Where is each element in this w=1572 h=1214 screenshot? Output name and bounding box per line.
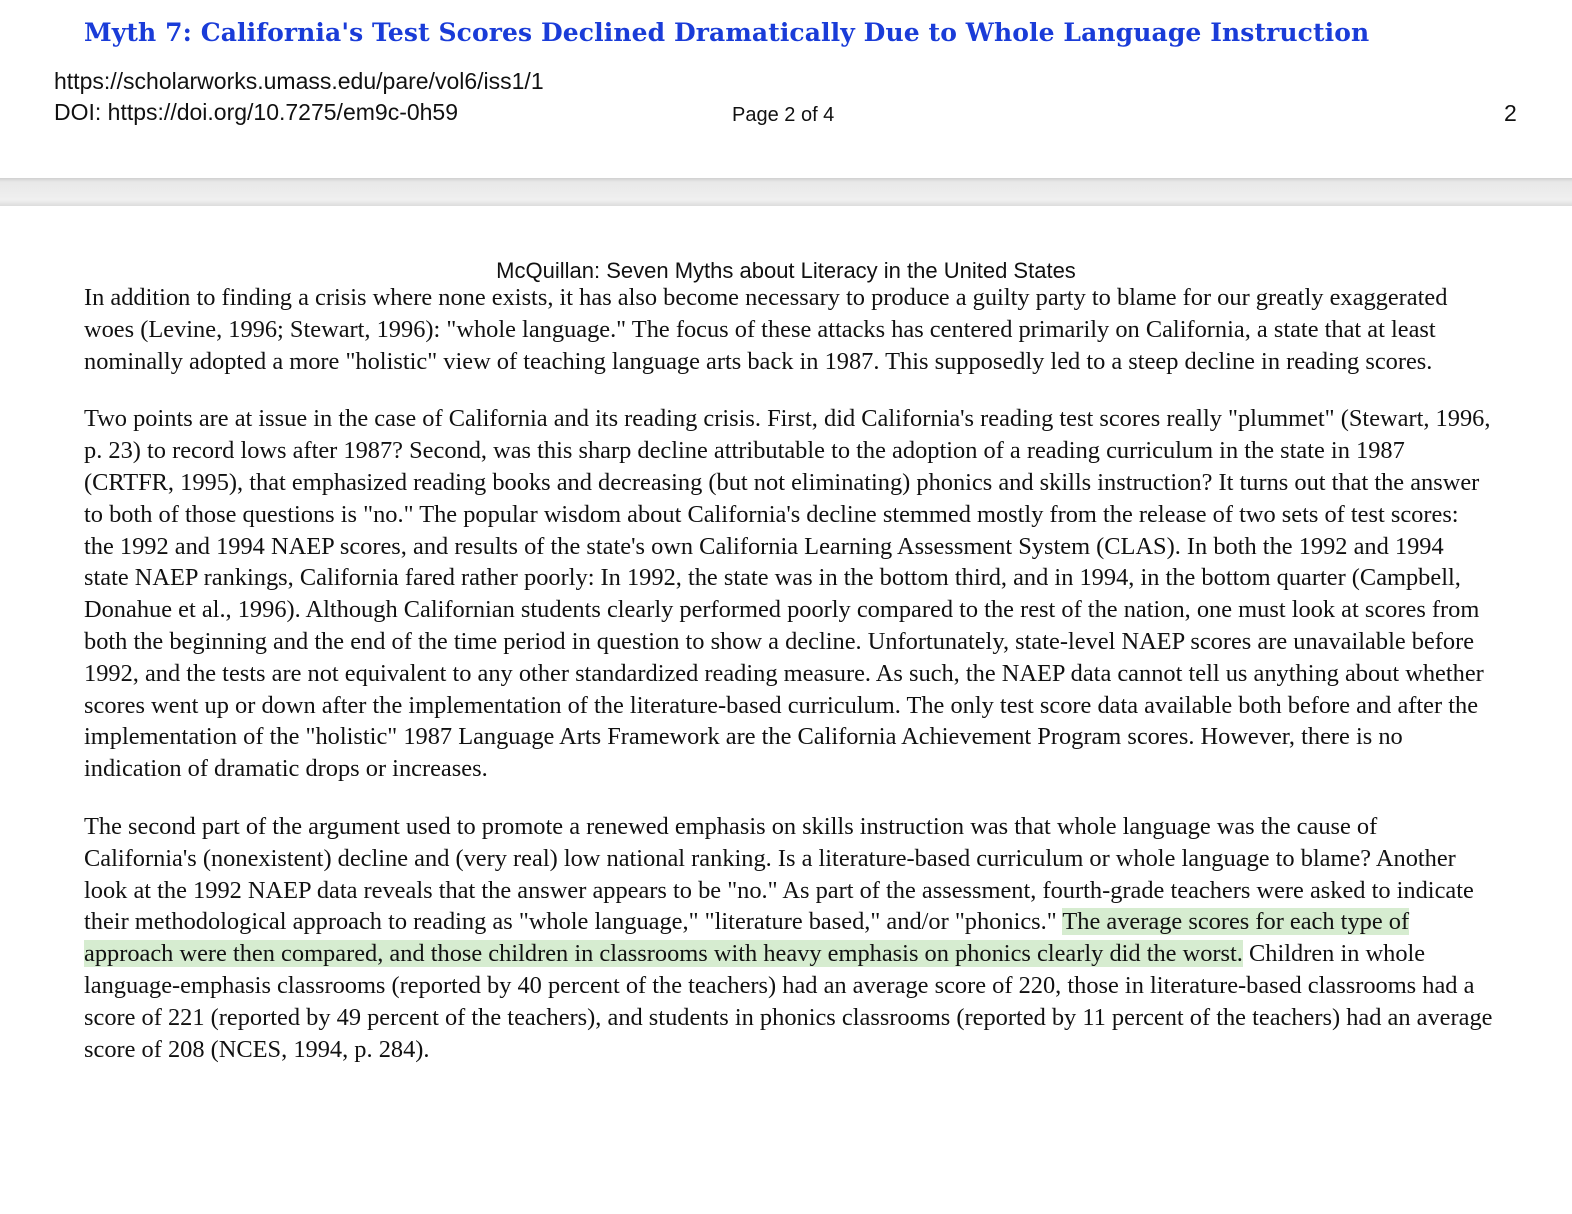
page-separator bbox=[0, 178, 1572, 206]
source-url: https://scholarworks.umass.edu/pare/vol6/iss1/1 bbox=[54, 68, 544, 94]
article-body bbox=[84, 282, 1494, 1091]
previous-page-footer bbox=[0, 0, 1572, 178]
document-page bbox=[0, 206, 1572, 1214]
highlighted-sentence[interactable]: The average scores for each type of approach were then compared, and those children in classrooms with heavy emphasis on phonics clearly did the worst. bbox=[84, 908, 1410, 968]
paragraph-1: In addition to finding a crisis where none exists, it has also become necessary to produce a guilty party to blame for our greatly exaggerated woes (Levine, 1996; Stewart, 1996): "whole language." The focus of these attacks has centered primarily on California, a state that at least nominally adopted a more "holistic" view of teaching language arts back in 1987. This supposedly led to a steep decline in reading scores. bbox=[84, 284, 1448, 375]
doi-line: DOI: https://doi.org/10.7275/em9c-0h59 bbox=[54, 99, 459, 125]
paragraph-3-text-end: Children in whole language-emphasis classrooms (reported by 40 percent of the teachers) had an average score of 220, those in literature-based classrooms had a score of 221 (reported by 49 percent of the teachers), and students in phonics classrooms (reported by 11 percent of the teachers) had an average score of 208 (NCES, 1994, p. 284). bbox=[84, 940, 1493, 1063]
paragraph-3 bbox=[84, 811, 1494, 1065]
page-indicator: Page 2 of 4 bbox=[732, 104, 835, 126]
paragraph-2: Two points are at issue in the case of California and its reading crisis. First, did California's reading test scores really "plummet" (Stewart, 1996, p. 23) to record lows after 1987? Second, was this sharp decline attributable to the adoption of a reading curriculum in the state in 1987 (CRTFR, 1995), that emphasized reading books and decreasing (but not eliminating) phonics and skills instruction? It turns out that the answer to both of those questions is "no." The popular wisdom about California's decline stemmed mostly from the release of two sets of test scores: the 1992 and 1994 NAEP scores, and results of the state's own California Learning Assessment System (CLAS). In both the 1992 and 1994 state NAEP rankings, California fared rather poorly: In 1992, the state was in the bottom third, and in 1994, in the bottom quarter (Campbell, Donahue et al., 1996). Although Californian students clearly performed poorly compared to the rest of the nation, one must look at scores from both the beginning and the end of the time period in question to show a decline. Unfortunately, state-level NAEP scores are unavailable before 1992, and the tests are not equivalent to any other standardized reading measure. As such, the NAEP data cannot tell us anything about whether scores went up or down after the implementation of the literature-based curriculum. The only test score data available both before and after the implementation of the "holistic" 1987 Language Arts Framework are the California Achievement Program scores. However, there is no indication of dramatic drops or increases. bbox=[84, 405, 1491, 783]
myth-section-heading: Myth 7: California's Test Scores Declined Dramatically Due to Whole Language Instruction bbox=[84, 18, 1370, 47]
page-number: 2 bbox=[1504, 100, 1517, 126]
paragraph-3-text-start: The second part of the argument used to promote a renewed emphasis on skills instruction was that whole language was the cause of California's (nonexistent) decline and (very real) low national ranking. Is a literature-based curriculum or whole language to blame? Another look at the 1992 NAEP data reveals that the answer appears to be "no." As part of the assessment, fourth-grade teachers were asked to indicate their methodological approach to reading as "whole language," "literature based," and/or "phonics." bbox=[84, 812, 1474, 936]
running-header: McQuillan: Seven Myths about Literacy in the United States bbox=[496, 258, 1076, 283]
